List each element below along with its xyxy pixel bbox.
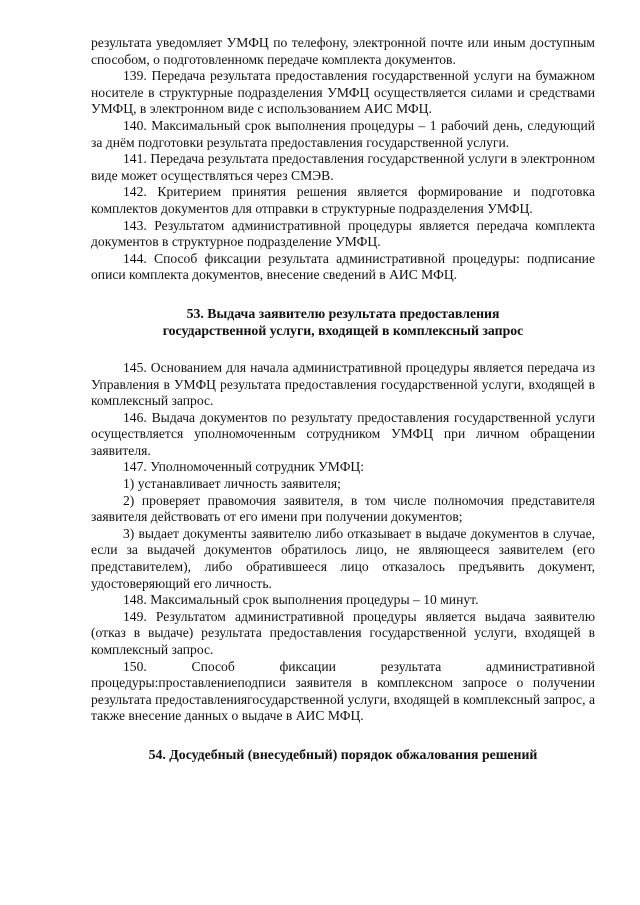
section-53-heading: [91, 305, 595, 339]
paragraph-148: 148. Максимальный срок выполнения процедуры – 10 минут.: [123, 592, 479, 608]
paragraph-150: 150. Способ фиксации результата административной процедуры:проставлениеподписи заявителя в комплексном запросе о получении результата предоставлениягосударственной услуги, входящей в комплексный запрос, а также внесение данных о выдаче в АИС МФЦ.: [91, 658, 595, 724]
paragraph-141: 141. Передача результата предоставления государственной услуги в электронном виде может осуществляться через СМЭВ.: [91, 151, 595, 183]
list-item-2: 2) проверяет правомочия заявителя, в том числе полномочия представителя заявителя действовать от его имени при получении документов;: [91, 492, 595, 525]
paragraph-144: 144. Способ фиксации результата административной процедуры: подписание описи комплекта документов, внесение сведений в АИС МФЦ.: [91, 250, 595, 283]
list-item-3: 3) выдает документы заявителю либо отказывает в выдаче документов в случае, если за выдачей документов обратилось лицо, не являющееся заявителем (его представителем), либо обратившееся лицо отказалось предъявить документ, удостоверяющий его личность.: [91, 525, 595, 591]
paragraph-continuation: результата уведомляет УМФЦ по телефону, электронной почте или иным доступным способом, о подготовленномк передаче комплекта документов.: [91, 35, 595, 67]
section-53-title-line-1: 53. Выдача заявителю результата предоставления: [186, 305, 500, 321]
paragraph-139: 139. Передача результата предоставления государственной услуги на бумажном носителе в структурные подразделения УМФЦ осуществляется силами и средствами УМФЦ, в электронном виде с использованием АИС МФЦ.: [91, 68, 595, 117]
paragraph-142: 142. Критерием принятия решения является формирование и подготовка комплектов документов для отправки в структурные подразделения УМФЦ.: [91, 184, 595, 216]
paragraph-143: 143. Результатом административной процедуры является передача комплекта документов в структурное подразделение УМФЦ.: [91, 217, 595, 250]
list-item-1: 1) устанавливает личность заявителя;: [123, 476, 341, 492]
section-54-heading: 54. Досудебный (внесудебный) порядок обжалования решений: [148, 746, 538, 762]
paragraph-146: 146. Выдача документов по результату предоставления государственной услуги осуществляется уполномоченным сотрудником УМФЦ при личном обращении заявителя.: [91, 409, 595, 458]
section-53-title-line-2: государственной услуги, входящей в комплексный запрос: [162, 322, 524, 338]
paragraph-149: 149. Результатом административной процедуры является выдача заявителю (отказ в выдаче) результата предоставления государственной услуги, входящей в комплексный запрос.: [91, 608, 595, 657]
paragraph-147: 147. Уполномоченный сотрудник УМФЦ:: [123, 459, 365, 475]
paragraph-145: 145. Основанием для начала административной процедуры является передача из Управления в УМФЦ результата предоставления государственной услуги, входящей в комплексный запрос.: [91, 359, 595, 409]
paragraph-140: 140. Максимальный срок выполнения процедуры – 1 рабочий день, следующий за днём подготовки результата предоставления государственной услуги.: [91, 117, 595, 150]
